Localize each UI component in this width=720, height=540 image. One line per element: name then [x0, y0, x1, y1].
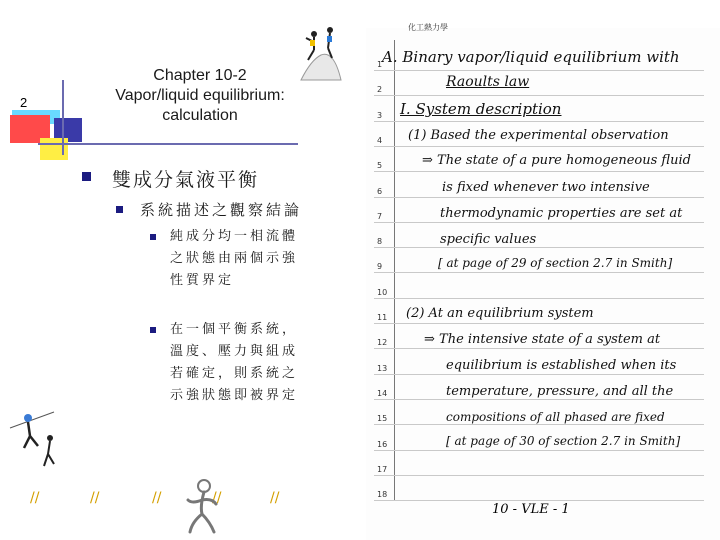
bullet-l3-1-text [170, 226, 330, 292]
notebook-rule-line [374, 500, 704, 501]
climber-rope-figure-icon [8, 408, 58, 470]
note-line-9: [ at page of 29 of section 2.7 in Smith] [438, 256, 673, 270]
notebook-line-number: 3 [377, 110, 383, 120]
notebook-line-number: 10 [377, 287, 388, 297]
footer-decor-5: // [270, 490, 280, 506]
bullet-l3-1-line-1: 純成分均一相流體 [170, 229, 299, 244]
decor-horizontal-line [38, 143, 298, 145]
notebook-line-number: 5 [377, 161, 383, 171]
note-line-4: (1) Based the experimental observation [408, 128, 669, 143]
notebook-line-number: 18 [377, 490, 388, 500]
notebook-rule-line [374, 475, 704, 476]
bullet-marker-l2 [116, 206, 123, 213]
note-line-14: compositions of all phased are fixed [446, 410, 665, 424]
notebook-line-number: 13 [377, 363, 388, 373]
notebook-rule-line [374, 450, 704, 451]
slide-number: 2 [20, 95, 28, 110]
notebook-line-number: 15 [377, 414, 388, 424]
notebook-line-number: 12 [377, 338, 388, 348]
notebook-rule-line [374, 121, 704, 122]
notebook-rule-line [374, 146, 704, 147]
notebook-rule-line [374, 95, 704, 96]
notebook-rule-line [374, 424, 704, 425]
notebook-line-number: 6 [377, 186, 383, 196]
slide-title [80, 66, 320, 126]
bullet-l3-1-line-3: 性質界定 [170, 273, 235, 288]
notebook-rule-line [374, 171, 704, 172]
notebook-rule-line [374, 298, 704, 299]
bullet-l3-2-line-4: 示強狀態即被界定 [170, 388, 299, 403]
note-line-7: thermodynamic properties are set at [440, 206, 683, 221]
notebook-rule-line [374, 247, 704, 248]
note-line-13: temperature, pressure, and all the [446, 384, 674, 399]
bullet-marker-l1 [82, 172, 91, 181]
notebook-rule-line [374, 399, 704, 400]
note-line-8: specific values [440, 232, 537, 247]
notebook-line-number: 11 [377, 313, 388, 322]
bullet-l2-text: 系統描述之觀察結論 [140, 201, 303, 219]
notebook-rule-line [374, 222, 704, 223]
notebook-rule-line [374, 374, 704, 375]
notebook-footer: 10 - VLE - 1 [492, 502, 570, 517]
bullet-l3-2-line-2: 溫度、壓力與組成 [170, 344, 299, 359]
note-line-11: ⇒ The intensive state of a system at [424, 332, 661, 347]
note-line-1: A. Binary vapor/liquid equilibrium with [382, 48, 680, 66]
footer-decor-3: // [152, 490, 162, 506]
bullet-l3-2-line-3: 若確定，則系統之 [170, 366, 299, 381]
bullet-l3-1-line-2: 之狀態由兩個示強 [170, 251, 299, 266]
note-line-10: (2) At an equilibrium system [406, 306, 594, 321]
notebook-line-number: 9 [377, 262, 383, 272]
notebook-margin-line [394, 40, 395, 500]
title-line-3: calculation [162, 107, 238, 124]
footer-decor-2: // [90, 490, 100, 506]
footer-decor-1: // [30, 490, 40, 506]
bullet-marker-l3-1 [150, 234, 156, 240]
notebook-header: 化工熱力學 [408, 23, 448, 32]
note-line-12: equilibrium is established when its [446, 358, 677, 373]
footer-decor-4: // [212, 490, 222, 506]
note-line-15: [ at page of 30 of section 2.7 in Smith] [446, 434, 681, 448]
title-line-1: Chapter 10-2 [153, 67, 247, 84]
notebook-line-number: 17 [377, 464, 388, 474]
note-line-6: is fixed whenever two intensive [442, 180, 650, 195]
notebook-rule-line [374, 323, 704, 324]
note-line-2: Raoults law [446, 74, 530, 90]
notebook-rule-line [374, 70, 704, 71]
bullet-l3-2-text [170, 319, 330, 407]
notebook-line-number: 1 [377, 60, 383, 69]
notebook-line-number: 4 [377, 135, 383, 145]
notebook-line-number: 8 [377, 237, 383, 247]
notebook-line-number: 2 [377, 85, 383, 95]
notebook-rule-line [374, 197, 704, 198]
title-line-2: Vapor/liquid equilibrium: [115, 87, 285, 104]
note-line-5: ⇒ The state of a pure homogeneous fluid [422, 153, 691, 168]
note-line-3: I. System description [400, 100, 562, 118]
notebook-line-number: 16 [377, 439, 388, 449]
bullet-l1-text: 雙成分氣液平衡 [112, 169, 260, 191]
notebook-line-number: 14 [377, 388, 388, 398]
notebook-line-number: 7 [377, 211, 383, 221]
climbers-figure-icon [296, 20, 346, 90]
bullet-l3-2-line-1: 在一個平衡系統， [170, 322, 299, 337]
notebook-rule-line [374, 272, 704, 273]
bullet-marker-l3-2 [150, 327, 156, 333]
notebook-rule-line [374, 348, 704, 349]
walking-figure-icon [182, 478, 222, 536]
